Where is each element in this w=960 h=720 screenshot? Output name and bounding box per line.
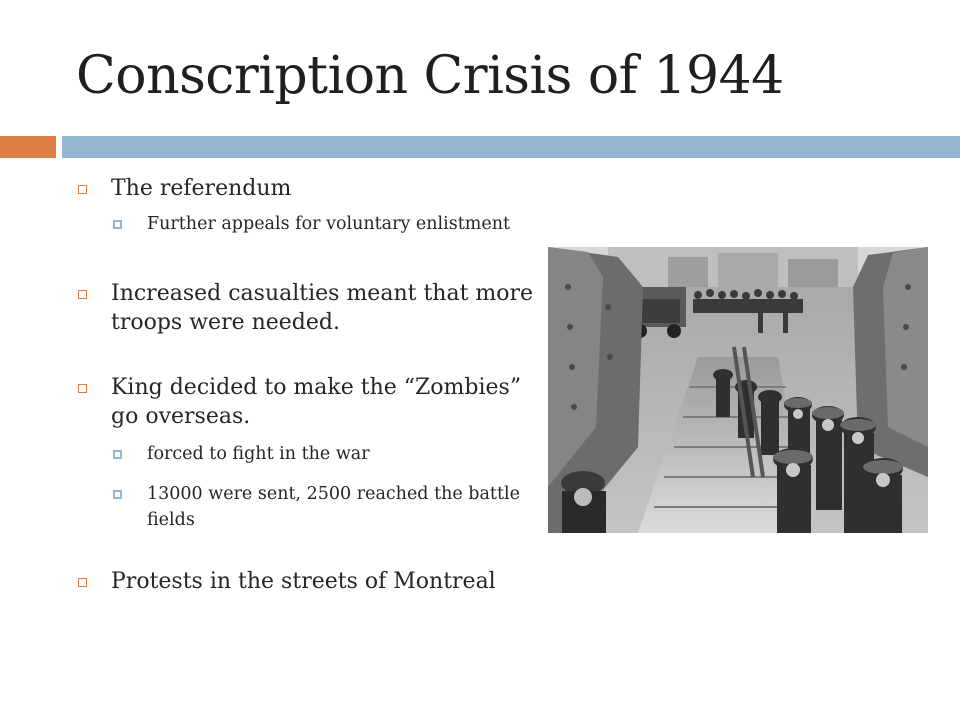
sub-bullet-list xyxy=(111,211,546,237)
sub-bullet-item xyxy=(111,441,546,467)
bullet-text: Protests in the streets of Montreal xyxy=(111,569,496,594)
square-bullet-icon xyxy=(78,290,87,299)
bullet-casualties xyxy=(76,279,546,337)
soldiers-boarding-ship-photo xyxy=(548,247,928,533)
sub-bullet-list xyxy=(111,441,546,533)
bullet-text: Increased casualties meant that more troops were needed. xyxy=(111,281,534,335)
sub-bullet-item xyxy=(111,211,546,237)
bullet-text: King decided to make the “Zombies” go overseas. xyxy=(111,375,522,429)
sub-bullet-text: 13000 were sent, 2500 reached the battle fields xyxy=(147,484,520,530)
bullet-referendum xyxy=(76,174,546,237)
sub-bullet-text: Further appeals for voluntary enlistment xyxy=(147,214,511,234)
square-bullet-icon xyxy=(78,185,87,194)
sub-bullet-item xyxy=(111,481,546,533)
bullet-text: The referendum xyxy=(111,176,292,201)
bullet-list xyxy=(76,174,546,596)
bullet-protests xyxy=(76,567,546,596)
sub-bullet-text: forced to fight in the war xyxy=(147,444,370,464)
accent-bar-orange xyxy=(0,136,56,158)
filled-square-bullet-icon xyxy=(113,450,122,459)
filled-square-bullet-icon xyxy=(113,490,122,499)
square-bullet-icon xyxy=(78,384,87,393)
accent-bar-blue xyxy=(62,136,960,158)
bullet-zombies xyxy=(76,373,546,533)
square-bullet-icon xyxy=(78,578,87,587)
filled-square-bullet-icon xyxy=(113,220,122,229)
photo-illustration xyxy=(548,247,928,533)
slide-title: Conscription Crisis of 1944 xyxy=(76,46,784,106)
